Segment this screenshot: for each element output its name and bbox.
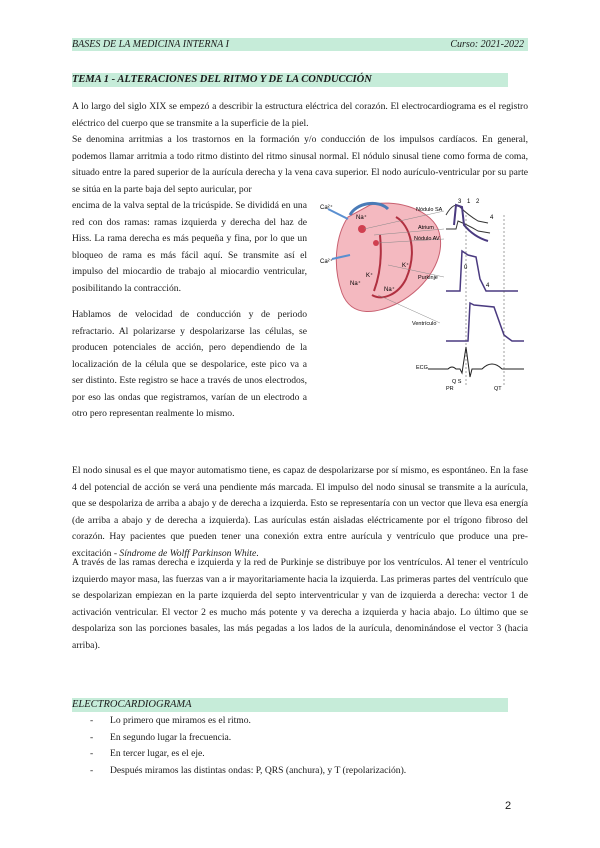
sa-node-label: Nódulo SA <box>416 207 443 213</box>
phase-label: 4 <box>490 215 494 221</box>
pr-label: PR <box>446 386 454 391</box>
cardiac-action-potential-figure <box>318 195 530 391</box>
list-item: - Después miramos las distintas ondas: P, QRS (anchura), y T (repolarización). <box>90 763 406 780</box>
paragraph-nodo-sinusal: El nodo sinusal es el que mayor automatismo tiene, es capaz de despolarizarse por sí mismo, es espontáneo. En la fase 4 del potencial de acción se verá una pendiente más marcada. El impulso del nodo sinusal se transmite a la aurícula, que se despolariza de arriba a abajo y de derecha a izquierda. Esto se representaría con un vector que lleva esa energía (de arriba a abajo y de derecha a izquierda). Las aurículas están aisladas eléctricamente por el trígono fibroso del corazón. Hay pacientes que pueden tener una conexión extra entre aurícula y ventrículo que produce una pre-excitación - Síndrome de Wolff Parkinson White. <box>72 465 528 559</box>
purkinje-label: Purkinje <box>418 275 438 281</box>
phase-label: 3 <box>458 199 462 205</box>
list-item: - Lo primero que miramos es el ritmo. <box>90 713 406 730</box>
paragraph-conduccion: Hablamos de velocidad de conducción y de periodo refractario. Al polarizarse y despolarizarse las células, se producen potenciales de acción, pero dependiendo de la localización de la célula que se despolarice, este pico va a ser distinto. Este registro se hace a través de unos electrodos, por eso las ondas que registramos, varían de un electrodo a otro pero representan realmente lo mismo. <box>72 309 307 419</box>
ion-label: Na⁺ <box>350 281 361 287</box>
qt-label: QT <box>494 386 502 391</box>
leader-line <box>378 295 440 323</box>
phase-label: 2 <box>476 199 480 205</box>
section-title: TEMA 1 - ALTERACIONES DEL RITMO Y DE LA CONDUCCIÓN <box>72 73 508 87</box>
av-node-trace <box>454 205 488 241</box>
ecg-steps-list <box>90 713 406 779</box>
av-node-label: Nódulo AV <box>414 236 440 242</box>
ventricle-trace <box>446 303 524 341</box>
sa-node-trace <box>446 205 488 223</box>
phase-label: 1 <box>467 199 471 205</box>
ecg-label: ECG <box>416 365 428 371</box>
header-year: Curso: 2021-2022 <box>450 39 524 50</box>
qs-label: Q S <box>452 379 462 385</box>
phase-label: 0 <box>464 265 468 271</box>
ion-label: Ca²⁺ <box>320 205 333 211</box>
section-ecg-title: ELECTROCARDIOGRAMA <box>72 698 508 712</box>
header-course: BASES DE LA MEDICINA INTERNA I <box>72 39 229 50</box>
paragraph-vectores: A través de las ramas derecha e izquierda y la red de Purkinje se distribuye por los ventrículos. Al tener el ventrículo izquierdo mayor masa, las fuerzas van a ir mayoritariamente hacia la izquierda. Las primeras partes del ventrículo que se despolarizan empiezan en la parte izquierda del septo interventricular y van de izquierda a derecha: vector 1 de activación ventricular. El vector 2 es mucho más potente y va derecha a izquierda y hacia abajo. Lo último que se despolariza son las porciones basales, las más pegadas a los lados de la aurícula, denominándose el vector 3 (hacia arriba). <box>72 557 528 651</box>
ion-label: K⁺ <box>402 263 410 269</box>
syndrome-name: Síndrome de Wolff Parkinson White <box>119 547 257 559</box>
page-number: 2 <box>505 800 512 812</box>
atrium-label: Atrium <box>418 225 434 231</box>
page-header <box>72 38 528 51</box>
list-item: - En tercer lugar, es el eje. <box>90 746 406 763</box>
ecg-trace <box>428 347 524 377</box>
ion-label: Na⁺ <box>384 287 395 293</box>
paragraph-arritmias: Se denomina arritmias a los trastornos en la formación y/o conducción de los impulsos cardíacos. En general, podemos llamar arritmia a todo ritmo distinto del ritmo sinusal normal. El nódulo sinusal tiene como forma de coma, situado entre la pared superior de la aurícula derecha y la vena cava superior. El nodo aurículo-ventricular por su parte se sitúa en la parte baja del septo auricular, por <box>72 134 528 195</box>
purkinje-trace <box>446 251 518 291</box>
ion-label: K⁺ <box>366 273 374 279</box>
paragraph-intro: A lo largo del siglo XIX se empezó a describir la estructura eléctrica del corazón. El electrocardiograma es el registro eléctrico del cuerpo que se transmite a la superficie de la piel. <box>72 101 528 129</box>
ventricle-label: Ventrículo <box>412 321 437 327</box>
ion-label: Na⁺ <box>356 215 367 221</box>
ion-label: Ca²⁺ <box>320 259 333 265</box>
atrium-trace <box>446 221 490 233</box>
phase-label: 4 <box>486 283 490 289</box>
list-item: - En segundo lugar la frecuencia. <box>90 730 406 747</box>
paragraph-haz-hiss: encima de la valva septal de la tricúspide. Se divididá en una red con dos ramas: ramas izquierda y derecha del haz de Hiss. La rama derecha es más pequeña y fina, por lo que un bloqueo de rama es más fácil aquí. Se transmite así el impulso del miocardio de trabajo al miocardio ventricular, posibilitando la contracción. <box>72 200 307 294</box>
